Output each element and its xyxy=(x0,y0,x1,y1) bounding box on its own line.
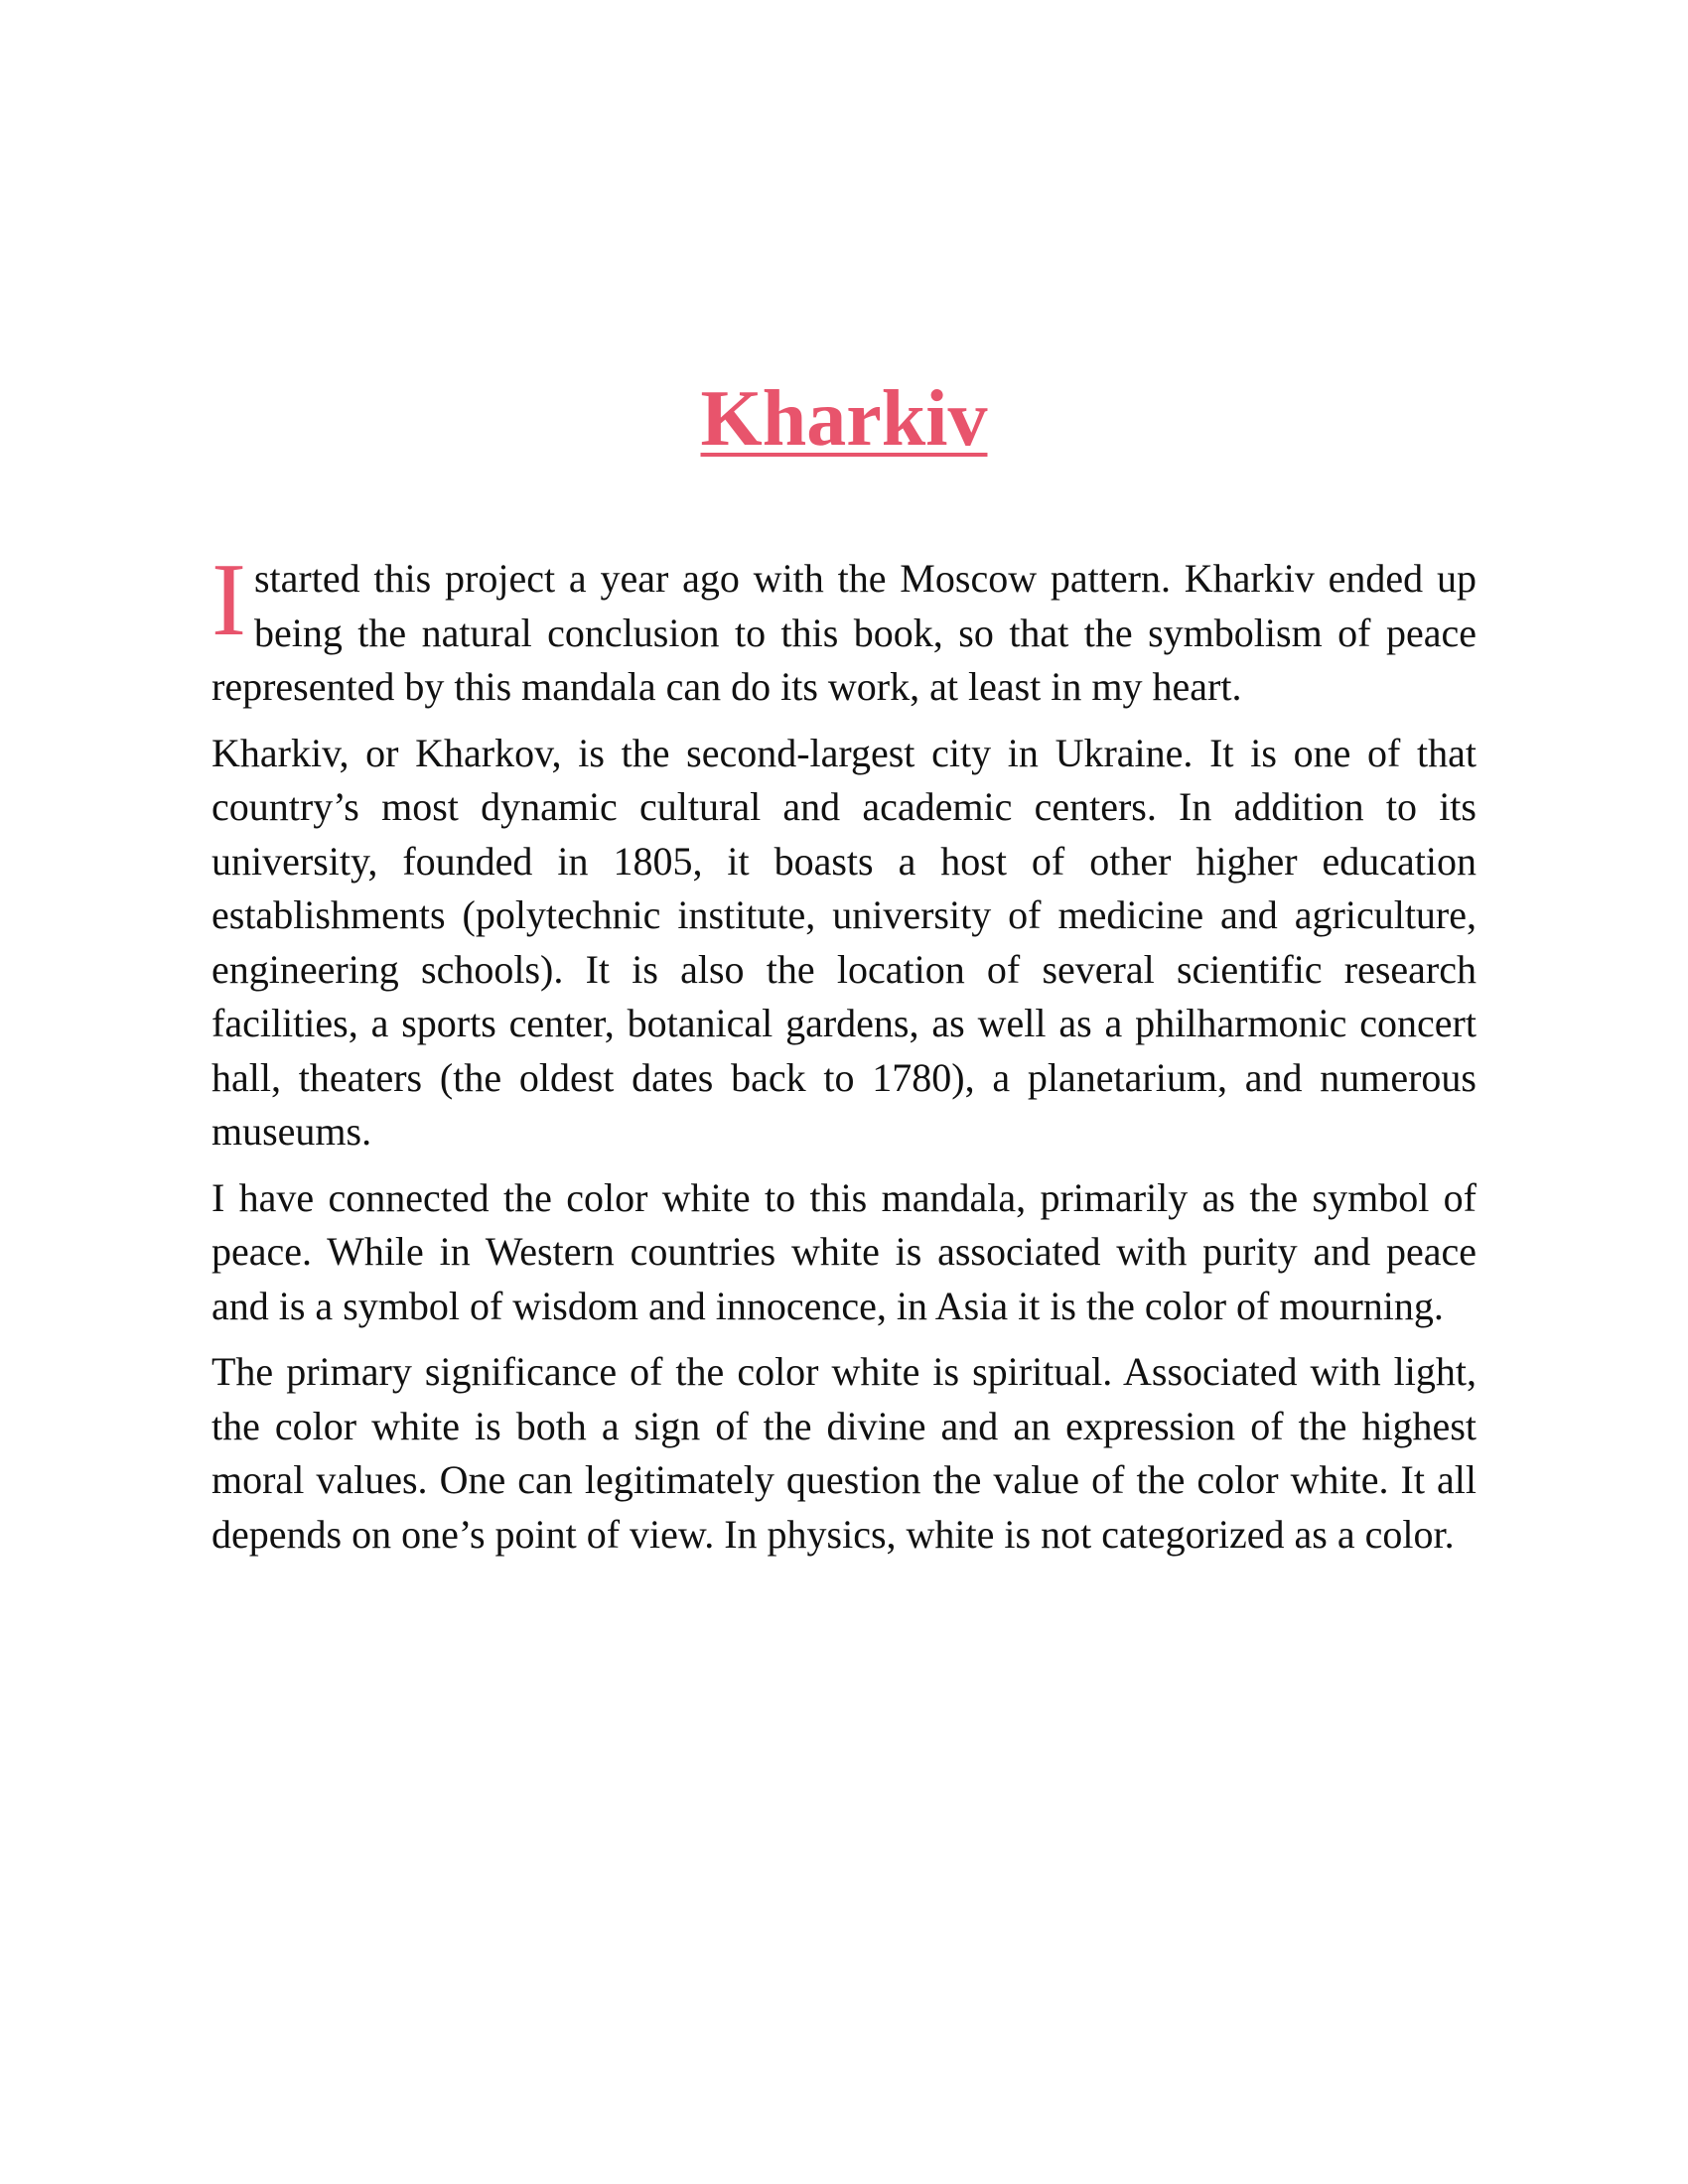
page-title: Kharkiv xyxy=(700,375,988,463)
body-text xyxy=(211,541,1477,1573)
paragraph-city-description: Kharkiv, or Kharkov, is the second-largest city in Ukraine. It is one of that country’s most dynamic cultural and academic centers. In addition to its university, founded in 1805, it boasts a host of other higher education establishments (polytechnic institute, university of medicine and agriculture, engineering schools). It is also the location of several scientific research facilities, a sports center, botanical gardens, as well as a philharmonic concert hall, theaters (the oldest dates back to 1780), a planetarium, and numerous museums. xyxy=(211,730,1477,1154)
intro-paragraph-text: started this project a year ago with the Moscow pattern. Kharkiv ended up being the natural conclusion to this book, so that the symbolism of peace represented by this mandala can do its work, at least in my heart. xyxy=(211,556,1477,709)
paragraph-white-significance: The primary significance of the color white is spiritual. Associated with light, the color white is both a sign of the divine and an expression of the highest moral values. One can legitimately question the value of the color white. It all depends on one’s point of view. In physics, white is not categorized as a color. xyxy=(211,1349,1477,1557)
paragraph-color-white: I have connected the color white to this mandala, primarily as the symbol of peace. While in Western countries white is associated with purity and peace and is a symbol of wisdom and innocence, in Asia it is the color of mourning. xyxy=(211,1174,1477,1328)
drop-cap: I xyxy=(211,541,246,657)
intro-paragraph xyxy=(211,541,1477,715)
